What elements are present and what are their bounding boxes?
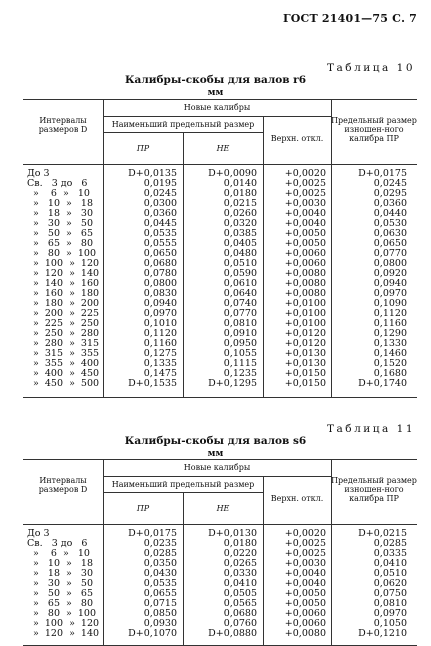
worn-pr-cell: 0,0920 bbox=[373, 268, 407, 279]
worn-pr-cell: 0,0750 bbox=[373, 588, 407, 599]
ne-cell: D+0,0880 bbox=[208, 628, 257, 639]
table10-title: Калибры-скобы для валов r6 bbox=[124, 74, 307, 86]
worn-pr-cell: 0,0285 bbox=[373, 538, 407, 549]
upper-dev-cell: +0,0100 bbox=[284, 318, 326, 329]
pr-cell: 0,0680 bbox=[143, 258, 177, 269]
table11 bbox=[23, 459, 417, 646]
table10-col-intervals: Интервалы размеров D bbox=[38, 116, 88, 135]
interval-cell: » 50 » 65 bbox=[27, 228, 93, 239]
ne-cell: D+0,1295 bbox=[208, 378, 257, 389]
worn-pr-cell: 0,0360 bbox=[373, 198, 407, 209]
pr-cell: 0,1120 bbox=[143, 328, 177, 339]
interval-cell: » 250 » 280 bbox=[27, 328, 100, 339]
ne-cell: 0,0405 bbox=[223, 238, 257, 249]
pr-cell: 0,0245 bbox=[143, 188, 177, 199]
pr-cell: D+0,1535 bbox=[128, 378, 177, 389]
table10-unit: мм bbox=[207, 88, 224, 98]
worn-pr-cell: 0,0970 bbox=[373, 608, 407, 619]
worn-pr-cell: 0,1460 bbox=[373, 348, 407, 359]
interval-cell: » 225 » 250 bbox=[27, 318, 100, 329]
pr-cell: 0,1335 bbox=[143, 358, 177, 369]
worn-pr-cell: 0,1050 bbox=[373, 618, 407, 629]
pr-cell: 0,0780 bbox=[143, 268, 177, 279]
ne-cell: D+0,0090 bbox=[208, 168, 257, 179]
upper-dev-cell: +0,0060 bbox=[284, 618, 326, 629]
upper-dev-cell: +0,0050 bbox=[284, 238, 326, 249]
worn-pr-cell: 0,0530 bbox=[373, 218, 407, 229]
interval-cell: » 30 » 50 bbox=[27, 578, 93, 589]
upper-dev-cell: +0,0060 bbox=[284, 608, 326, 619]
pr-cell: 0,0285 bbox=[143, 548, 177, 559]
ne-cell: 0,1055 bbox=[223, 348, 257, 359]
ne-cell: 0,0180 bbox=[223, 188, 257, 199]
pr-cell: 0,0830 bbox=[143, 288, 177, 299]
interval-cell: » 65 » 80 bbox=[27, 598, 93, 609]
interval-cell: » 80 » 100 bbox=[27, 608, 97, 619]
worn-pr-cell: D+0,0175 bbox=[358, 168, 407, 179]
worn-pr-cell: 0,1120 bbox=[373, 308, 407, 319]
worn-pr-cell: 0,0970 bbox=[373, 288, 407, 299]
interval-cell: Св. 3 до 6 bbox=[27, 538, 88, 549]
interval-cell: » 80 » 100 bbox=[27, 248, 97, 259]
ne-cell: 0,0265 bbox=[223, 558, 257, 569]
ne-cell: 0,0910 bbox=[223, 328, 257, 339]
ne-cell: 0,0590 bbox=[223, 268, 257, 279]
table10-col-worn: Предельный размер изношен-ного калибра ПР bbox=[331, 116, 417, 144]
worn-pr-cell: 0,0620 bbox=[373, 578, 407, 589]
upper-dev-cell: +0,0020 bbox=[284, 168, 326, 179]
upper-dev-cell: +0,0080 bbox=[284, 278, 326, 289]
ne-cell: 0,0810 bbox=[223, 318, 257, 329]
interval-cell: » 120 » 140 bbox=[27, 268, 100, 279]
pr-cell: 0,1475 bbox=[143, 368, 177, 379]
table-row bbox=[23, 379, 417, 389]
pr-cell: 0,0715 bbox=[143, 598, 177, 609]
upper-dev-cell: +0,0060 bbox=[284, 258, 326, 269]
worn-pr-cell: 0,0770 bbox=[373, 248, 407, 259]
worn-pr-cell: D+0,1740 bbox=[358, 378, 407, 389]
pr-cell: 0,0650 bbox=[143, 248, 177, 259]
interval-cell: » 100 » 120 bbox=[27, 618, 100, 629]
ne-cell: 0,0950 bbox=[223, 338, 257, 349]
worn-pr-cell: D+0,0215 bbox=[358, 528, 407, 539]
upper-dev-cell: +0,0130 bbox=[284, 348, 326, 359]
upper-dev-cell: +0,0040 bbox=[284, 218, 326, 229]
table11-unit: мм bbox=[207, 449, 224, 459]
interval-cell: » 10 » 18 bbox=[27, 558, 93, 569]
interval-cell: » 160 » 180 bbox=[27, 288, 100, 299]
pr-cell: 0,0300 bbox=[143, 198, 177, 209]
ne-cell: 0,1235 bbox=[223, 368, 257, 379]
table11-col-intervals: Интервалы размеров D bbox=[38, 476, 88, 495]
table10-col-new: Новые калибры bbox=[183, 103, 251, 112]
worn-pr-cell: 0,0410 bbox=[373, 558, 407, 569]
pr-cell: D+0,0135 bbox=[128, 168, 177, 179]
pr-cell: 0,0555 bbox=[143, 238, 177, 249]
interval-cell: Св. 3 до 6 bbox=[27, 178, 88, 189]
interval-cell: » 10 » 18 bbox=[27, 198, 93, 209]
pr-cell: D+0,0175 bbox=[128, 528, 177, 539]
interval-cell: » 18 » 30 bbox=[27, 568, 93, 579]
interval-cell: » 65 » 80 bbox=[27, 238, 93, 249]
worn-pr-cell: D+0,1210 bbox=[358, 628, 407, 639]
ne-cell: 0,0385 bbox=[223, 228, 257, 239]
worn-pr-cell: 0,0940 bbox=[373, 278, 407, 289]
table11-header bbox=[23, 460, 417, 525]
upper-dev-cell: +0,0040 bbox=[284, 208, 326, 219]
interval-cell: » 18 » 30 bbox=[27, 208, 93, 219]
interval-cell: » 30 » 50 bbox=[27, 218, 93, 229]
pr-cell: 0,0970 bbox=[143, 308, 177, 319]
pr-cell: 0,0535 bbox=[143, 228, 177, 239]
upper-dev-cell: +0,0150 bbox=[284, 378, 326, 389]
pr-cell: D+0,1070 bbox=[128, 628, 177, 639]
upper-dev-cell: +0,0020 bbox=[284, 528, 326, 539]
ne-cell: 0,0610 bbox=[223, 278, 257, 289]
pr-cell: 0,0360 bbox=[143, 208, 177, 219]
table11-title: Калибры-скобы для валов s6 bbox=[124, 435, 307, 447]
upper-dev-cell: +0,0040 bbox=[284, 568, 326, 579]
upper-dev-cell: +0,0060 bbox=[284, 248, 326, 259]
ne-cell: 0,0260 bbox=[223, 208, 257, 219]
pr-cell: 0,0235 bbox=[143, 538, 177, 549]
ne-cell: 0,0565 bbox=[223, 598, 257, 609]
ne-cell: 0,0505 bbox=[223, 588, 257, 599]
interval-cell: До 3 bbox=[27, 528, 50, 539]
interval-cell: » 400 » 450 bbox=[27, 368, 100, 379]
worn-pr-cell: 0,0245 bbox=[373, 178, 407, 189]
table10-col-upper: Верхн. откл. bbox=[270, 134, 324, 143]
ne-cell: 0,0760 bbox=[223, 618, 257, 629]
interval-cell: » 355 » 400 bbox=[27, 358, 100, 369]
table10-col-pr: ПР bbox=[136, 144, 150, 153]
table11-label: Таблица 11 bbox=[327, 423, 415, 435]
pr-cell: 0,1010 bbox=[143, 318, 177, 329]
interval-cell: » 200 » 225 bbox=[27, 308, 100, 319]
table11-body bbox=[23, 525, 417, 645]
ne-cell: 0,1115 bbox=[223, 358, 257, 369]
ne-cell: D+0,0130 bbox=[208, 528, 257, 539]
upper-dev-cell: +0,0100 bbox=[284, 298, 326, 309]
page-header: ГОСТ 21401—75 С. 7 bbox=[282, 12, 417, 25]
table11-col-new: Новые калибры bbox=[183, 463, 251, 472]
table-row bbox=[23, 629, 417, 639]
table11-col-ne: НЕ bbox=[216, 504, 230, 513]
worn-pr-cell: 0,1330 bbox=[373, 338, 407, 349]
interval-cell: » 50 » 65 bbox=[27, 588, 93, 599]
ne-cell: 0,0215 bbox=[223, 198, 257, 209]
ne-cell: 0,0140 bbox=[223, 178, 257, 189]
upper-dev-cell: +0,0040 bbox=[284, 578, 326, 589]
upper-dev-cell: +0,0030 bbox=[284, 558, 326, 569]
ne-cell: 0,0770 bbox=[223, 308, 257, 319]
worn-pr-cell: 0,0440 bbox=[373, 208, 407, 219]
table10-col-ne: НЕ bbox=[216, 144, 230, 153]
ne-cell: 0,0220 bbox=[223, 548, 257, 559]
pr-cell: 0,0195 bbox=[143, 178, 177, 189]
upper-dev-cell: +0,0050 bbox=[284, 228, 326, 239]
ne-cell: 0,0180 bbox=[223, 538, 257, 549]
table10-header bbox=[23, 100, 417, 165]
worn-pr-cell: 0,0800 bbox=[373, 258, 407, 269]
interval-cell: До 3 bbox=[27, 168, 50, 179]
interval-cell: » 100 » 120 bbox=[27, 258, 100, 269]
upper-dev-cell: +0,0050 bbox=[284, 588, 326, 599]
ne-cell: 0,0740 bbox=[223, 298, 257, 309]
pr-cell: 0,0800 bbox=[143, 278, 177, 289]
interval-cell: » 6 » 10 bbox=[27, 188, 90, 199]
table10 bbox=[23, 99, 417, 398]
table11-col-min: Наименьший предельный размер bbox=[111, 480, 255, 489]
pr-cell: 0,0350 bbox=[143, 558, 177, 569]
upper-dev-cell: +0,0080 bbox=[284, 268, 326, 279]
pr-cell: 0,0850 bbox=[143, 608, 177, 619]
pr-cell: 0,1275 bbox=[143, 348, 177, 359]
table11-col-pr: ПР bbox=[136, 504, 150, 513]
interval-cell: » 180 » 200 bbox=[27, 298, 100, 309]
worn-pr-cell: 0,0630 bbox=[373, 228, 407, 239]
interval-cell: » 120 » 140 bbox=[27, 628, 100, 639]
table11-col-worn: Предельный размер изношен-ного калибра ПР bbox=[331, 476, 417, 504]
worn-pr-cell: 0,0510 bbox=[373, 568, 407, 579]
upper-dev-cell: +0,0080 bbox=[284, 288, 326, 299]
interval-cell: » 315 » 355 bbox=[27, 348, 100, 359]
upper-dev-cell: +0,0025 bbox=[284, 538, 326, 549]
worn-pr-cell: 0,1680 bbox=[373, 368, 407, 379]
interval-cell: » 450 » 500 bbox=[27, 378, 100, 389]
worn-pr-cell: 0,1090 bbox=[373, 298, 407, 309]
upper-dev-cell: +0,0030 bbox=[284, 198, 326, 209]
worn-pr-cell: 0,1520 bbox=[373, 358, 407, 369]
upper-dev-cell: +0,0130 bbox=[284, 358, 326, 369]
upper-dev-cell: +0,0025 bbox=[284, 178, 326, 189]
upper-dev-cell: +0,0050 bbox=[284, 598, 326, 609]
table10-body bbox=[23, 165, 417, 397]
upper-dev-cell: +0,0025 bbox=[284, 548, 326, 559]
table10-label: Таблица 10 bbox=[327, 62, 415, 74]
interval-cell: » 280 » 315 bbox=[27, 338, 100, 349]
ne-cell: 0,0480 bbox=[223, 248, 257, 259]
pr-cell: 0,0445 bbox=[143, 218, 177, 229]
ne-cell: 0,0320 bbox=[223, 218, 257, 229]
upper-dev-cell: +0,0025 bbox=[284, 188, 326, 199]
ne-cell: 0,0640 bbox=[223, 288, 257, 299]
ne-cell: 0,0330 bbox=[223, 568, 257, 579]
upper-dev-cell: +0,0080 bbox=[284, 628, 326, 639]
worn-pr-cell: 0,0295 bbox=[373, 188, 407, 199]
pr-cell: 0,0655 bbox=[143, 588, 177, 599]
upper-dev-cell: +0,0100 bbox=[284, 308, 326, 319]
worn-pr-cell: 0,1160 bbox=[373, 318, 407, 329]
pr-cell: 0,0940 bbox=[143, 298, 177, 309]
ne-cell: 0,0510 bbox=[223, 258, 257, 269]
interval-cell: » 140 » 160 bbox=[27, 278, 100, 289]
pr-cell: 0,0535 bbox=[143, 578, 177, 589]
ne-cell: 0,0680 bbox=[223, 608, 257, 619]
worn-pr-cell: 0,0335 bbox=[373, 548, 407, 559]
upper-dev-cell: +0,0120 bbox=[284, 338, 326, 349]
pr-cell: 0,0930 bbox=[143, 618, 177, 629]
worn-pr-cell: 0,0810 bbox=[373, 598, 407, 609]
table10-col-min: Наименьший предельный размер bbox=[111, 120, 255, 129]
interval-cell: » 6 » 10 bbox=[27, 548, 90, 559]
upper-dev-cell: +0,0150 bbox=[284, 368, 326, 379]
pr-cell: 0,0430 bbox=[143, 568, 177, 579]
table11-col-upper: Верхн. откл. bbox=[270, 494, 324, 503]
worn-pr-cell: 0,1290 bbox=[373, 328, 407, 339]
upper-dev-cell: +0,0120 bbox=[284, 328, 326, 339]
worn-pr-cell: 0,0650 bbox=[373, 238, 407, 249]
pr-cell: 0,1160 bbox=[143, 338, 177, 349]
ne-cell: 0,0410 bbox=[223, 578, 257, 589]
